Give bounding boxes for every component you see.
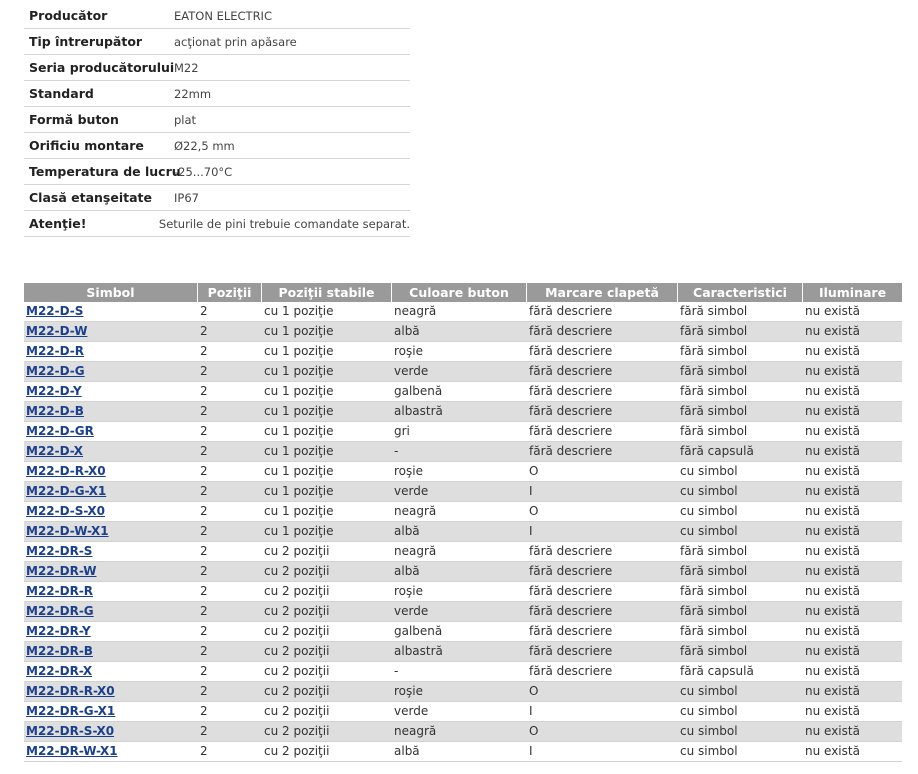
cell-iluminare: nu există [805,324,860,338]
product-link[interactable]: M22-DR-X [26,664,93,678]
header-pozitii-stabile: Poziţii stabile [262,283,392,302]
cell-simbol [24,742,198,761]
cell-iluminare: nu există [805,584,860,598]
cell-culoare-buton: albastră [394,644,443,658]
cell-simbol [24,302,198,321]
cell-pozitii: 2 [200,364,208,378]
header-caracteristici: Caracteristici [678,283,803,302]
cell-caracteristici: fără simbol [680,384,748,398]
table-row [24,602,902,622]
cell-simbol [24,582,198,601]
spec-row [24,133,410,159]
product-link[interactable]: M22-D-GR [26,424,94,438]
spec-value: plat [174,112,197,127]
cell-marcare-clapeta: I [529,524,533,538]
cell-caracteristici: fără simbol [680,424,748,438]
cell-culoare-buton: neagră [394,724,437,738]
cell-pozitii: 2 [200,564,208,578]
table-row [24,362,902,382]
cell-caracteristici: fără simbol [680,604,748,618]
table-row [24,522,902,542]
cell-simbol [24,622,198,641]
spec-row [24,185,410,211]
cell-simbol [24,422,198,441]
cell-caracteristici: fără simbol [680,404,748,418]
cell-culoare-buton: verde [394,484,429,498]
spec-row [24,159,410,185]
cell-simbol [24,522,198,541]
spec-label: Seria producătorului [29,60,175,75]
cell-pozitii-stabile: cu 1 poziţie [264,324,334,338]
cell-culoare-buton: albă [394,744,420,758]
table-row [24,322,902,342]
header-iluminare: Iluminare [818,285,887,300]
cell-pozitii-stabile: cu 2 poziţii [264,724,330,738]
cell-marcare-clapeta: fără descriere [529,404,613,418]
cell-pozitii: 2 [200,384,208,398]
cell-culoare-buton: albă [394,564,420,578]
cell-pozitii: 2 [200,404,208,418]
cell-culoare-buton: - [394,444,399,458]
table-row [24,622,902,642]
cell-pozitii-stabile: cu 1 poziţie [264,444,334,458]
spec-label: Atenţie! [29,216,87,231]
table-row [24,702,902,722]
cell-marcare-clapeta: fără descriere [529,544,613,558]
cell-marcare-clapeta: fără descriere [529,624,613,638]
spec-value: Seturile de pini trebuie comandate separat. [158,216,410,231]
cell-iluminare: nu există [805,684,860,698]
table-row [24,742,902,762]
cell-pozitii-stabile: cu 1 poziţie [264,464,334,478]
spec-row [24,29,410,55]
cell-caracteristici: fără simbol [680,584,748,598]
product-link[interactable]: M22-DR-B [26,644,93,658]
cell-culoare-buton: albă [394,524,420,538]
cell-simbol [24,642,198,661]
spec-row [24,55,410,81]
cell-pozitii-stabile: cu 2 poziţii [264,704,330,718]
table-row [24,722,902,742]
cell-pozitii: 2 [200,344,208,358]
cell-caracteristici: fără simbol [680,304,748,318]
table-row [24,642,902,662]
cell-caracteristici: cu simbol [680,484,738,498]
cell-simbol [24,502,198,521]
cell-pozitii: 2 [200,584,208,598]
cell-iluminare: nu există [805,424,860,438]
cell-culoare-buton: roşie [394,344,423,358]
cell-marcare-clapeta: I [529,704,533,718]
cell-pozitii: 2 [200,324,208,338]
cell-pozitii: 2 [200,444,208,458]
cell-marcare-clapeta: fără descriere [529,444,613,458]
cell-pozitii-stabile: cu 1 poziţie [264,344,334,358]
cell-caracteristici: fără simbol [680,544,748,558]
cell-marcare-clapeta: fără descriere [529,664,613,678]
cell-iluminare: nu există [805,524,860,538]
cell-caracteristici: fără simbol [680,644,748,658]
product-link[interactable]: M22-D-R [26,344,85,358]
cell-iluminare: nu există [805,484,860,498]
cell-culoare-buton: galbenă [394,384,443,398]
cell-pozitii-stabile: cu 2 poziţii [264,604,330,618]
cell-simbol [24,442,198,461]
spec-label: Temperatura de lucru [29,164,181,179]
cell-marcare-clapeta: fără descriere [529,564,613,578]
table-row [24,462,902,482]
cell-iluminare: nu există [805,744,860,758]
cell-caracteristici: cu simbol [680,504,738,518]
table-row [24,682,902,702]
product-link[interactable]: M22-DR-S [26,544,93,558]
cell-pozitii: 2 [200,484,208,498]
spec-value: M22 [174,60,199,75]
cell-caracteristici: cu simbol [680,464,738,478]
cell-iluminare: nu există [805,464,860,478]
cell-simbol [24,342,198,361]
cell-pozitii-stabile: cu 2 poziţii [264,744,330,758]
header-marcare-clapeta: Marcare clapetă [527,283,678,302]
cell-pozitii: 2 [200,544,208,558]
cell-pozitii-stabile: cu 1 poziţie [264,404,334,418]
product-link[interactable]: M22-D-R-X0 [26,464,106,478]
cell-pozitii-stabile: cu 1 poziţie [264,364,334,378]
cell-simbol [24,682,198,701]
cell-culoare-buton: neagră [394,304,437,318]
table-row [24,402,902,422]
cell-marcare-clapeta: O [529,724,539,738]
product-link[interactable]: M22-D-B [26,404,84,418]
cell-simbol [24,702,198,721]
cell-culoare-buton: - [394,664,399,678]
cell-iluminare: nu există [805,504,860,518]
cell-pozitii-stabile: cu 2 poziţii [264,564,330,578]
product-table [24,283,902,762]
product-link[interactable]: M22-D-S-X0 [26,504,106,518]
cell-iluminare: nu există [805,404,860,418]
cell-culoare-buton: roşie [394,464,423,478]
cell-iluminare: nu există [805,704,860,718]
cell-culoare-buton: gri [394,424,410,438]
cell-iluminare: nu există [805,384,860,398]
product-table-body [24,302,902,762]
cell-simbol [24,562,198,581]
spec-label: Formă buton [29,112,119,127]
cell-simbol [24,542,198,561]
cell-pozitii: 2 [200,644,208,658]
cell-pozitii-stabile: cu 2 poziţii [264,624,330,638]
table-row [24,502,902,522]
product-link[interactable]: M22-D-S [26,304,84,318]
cell-culoare-buton: verde [394,604,429,618]
cell-marcare-clapeta: O [529,504,539,518]
cell-marcare-clapeta: fără descriere [529,344,613,358]
cell-marcare-clapeta: I [529,484,533,498]
cell-pozitii: 2 [200,504,208,518]
header-pozitii: Poziţii [198,283,262,302]
spec-value: 22mm [174,86,212,101]
product-link[interactable]: M22-DR-W [26,564,97,578]
cell-culoare-buton: albă [394,324,420,338]
cell-pozitii-stabile: cu 1 poziţie [264,384,334,398]
cell-pozitii-stabile: cu 1 poziţie [264,304,334,318]
cell-simbol [24,662,198,681]
cell-caracteristici: fără simbol [680,344,748,358]
cell-pozitii: 2 [200,604,208,618]
spec-label: Producător [29,8,108,23]
header-culoare-buton: Culoare buton [392,283,527,302]
table-row [24,662,902,682]
cell-pozitii: 2 [200,464,208,478]
cell-iluminare: nu există [805,364,860,378]
cell-marcare-clapeta: fără descriere [529,584,613,598]
product-link[interactable]: M22-DR-S-X0 [26,724,115,738]
spec-value: -25...70°C [174,164,233,179]
cell-marcare-clapeta: O [529,464,539,478]
spec-row [24,107,410,133]
spec-row [24,211,410,237]
cell-caracteristici: fără capsulă [680,664,754,678]
product-link[interactable]: M22-DR-G [26,604,94,618]
cell-caracteristici: fără simbol [680,624,748,638]
header-simbol: Simbol [24,283,198,302]
cell-marcare-clapeta: fără descriere [529,604,613,618]
cell-culoare-buton: roşie [394,584,423,598]
cell-pozitii: 2 [200,704,208,718]
cell-iluminare: nu există [805,664,860,678]
cell-pozitii: 2 [200,624,208,638]
cell-caracteristici: fără simbol [680,324,748,338]
spec-label: Tip întrerupător [29,34,143,49]
cell-caracteristici: cu simbol [680,744,738,758]
cell-pozitii: 2 [200,424,208,438]
cell-simbol [24,482,198,501]
cell-culoare-buton: roşie [394,684,423,698]
cell-culoare-buton: verde [394,364,429,378]
product-link[interactable]: M22-DR-R-X0 [26,684,115,698]
cell-iluminare: nu există [805,724,860,738]
product-link[interactable]: M22-D-X [26,444,84,458]
cell-caracteristici: fără capsulă [680,444,754,458]
cell-caracteristici: cu simbol [680,724,738,738]
cell-pozitii-stabile: cu 1 poziţie [264,424,334,438]
cell-caracteristici: cu simbol [680,704,738,718]
cell-iluminare: nu există [805,444,860,458]
product-link[interactable]: M22-D-W [26,324,88,338]
cell-marcare-clapeta: fără descriere [529,304,613,318]
cell-simbol [24,382,198,401]
table-row [24,562,902,582]
cell-caracteristici: cu simbol [680,524,738,538]
product-link[interactable]: M22-DR-G-X1 [26,704,116,718]
cell-pozitii-stabile: cu 2 poziţii [264,544,330,558]
cell-pozitii: 2 [200,744,208,758]
product-link[interactable]: M22-D-W-X1 [26,524,109,538]
product-link[interactable]: M22-DR-Y [26,624,91,638]
cell-iluminare: nu există [805,564,860,578]
table-row [24,422,902,442]
cell-simbol [24,722,198,741]
table-row [24,382,902,402]
cell-marcare-clapeta: fără descriere [529,644,613,658]
cell-culoare-buton: albastră [394,404,443,418]
table-row [24,302,902,322]
cell-marcare-clapeta: O [529,684,539,698]
cell-simbol [24,362,198,381]
cell-culoare-buton: neagră [394,504,437,518]
product-link[interactable]: M22-D-G-X1 [26,484,107,498]
cell-caracteristici: fără simbol [680,364,748,378]
table-row [24,542,902,562]
cell-culoare-buton: galbenă [394,624,443,638]
cell-simbol [24,322,198,341]
table-row [24,442,902,462]
cell-pozitii-stabile: cu 2 poziţii [264,644,330,658]
cell-simbol [24,402,198,421]
cell-iluminare: nu există [805,544,860,558]
cell-pozitii-stabile: cu 1 poziţie [264,484,334,498]
cell-pozitii-stabile: cu 1 poziţie [264,504,334,518]
product-table-header [24,283,902,302]
cell-pozitii-stabile: cu 2 poziţii [264,584,330,598]
product-link[interactable]: M22-DR-R [26,584,94,598]
spec-value: IP67 [174,190,199,205]
product-link[interactable]: M22-D-Y [26,384,82,398]
spec-row [24,3,410,29]
cell-pozitii-stabile: cu 2 poziţii [264,684,330,698]
product-link[interactable]: M22-D-G [26,364,85,378]
cell-culoare-buton: neagră [394,544,437,558]
spec-label: Clasă etanşeitate [29,190,152,205]
cell-marcare-clapeta: fără descriere [529,384,613,398]
cell-pozitii: 2 [200,724,208,738]
product-link[interactable]: M22-DR-W-X1 [26,744,118,758]
cell-pozitii: 2 [200,524,208,538]
table-row [24,342,902,362]
cell-iluminare: nu există [805,624,860,638]
cell-iluminare: nu există [805,304,860,318]
cell-culoare-buton: verde [394,704,429,718]
spec-row [24,81,410,107]
spec-table [24,3,410,237]
table-row [24,482,902,502]
cell-marcare-clapeta: fără descriere [529,364,613,378]
cell-pozitii: 2 [200,684,208,698]
cell-iluminare: nu există [805,604,860,618]
cell-pozitii: 2 [200,664,208,678]
cell-pozitii-stabile: cu 2 poziţii [264,664,330,678]
cell-caracteristici: cu simbol [680,684,738,698]
cell-pozitii-stabile: cu 1 poziţie [264,524,334,538]
spec-value: Ø22,5 mm [174,138,235,153]
cell-caracteristici: fără simbol [680,564,748,578]
cell-simbol [24,462,198,481]
spec-value: acţionat prin apăsare [174,34,297,49]
cell-marcare-clapeta: fără descriere [529,324,613,338]
cell-pozitii: 2 [200,304,208,318]
table-row [24,582,902,602]
cell-marcare-clapeta: I [529,744,533,758]
spec-label: Standard [29,86,94,101]
cell-simbol [24,602,198,621]
spec-label: Orificiu montare [29,138,144,153]
cell-marcare-clapeta: fără descriere [529,424,613,438]
cell-iluminare: nu există [805,644,860,658]
cell-iluminare: nu există [805,344,860,358]
spec-value: EATON ELECTRIC [174,8,272,23]
